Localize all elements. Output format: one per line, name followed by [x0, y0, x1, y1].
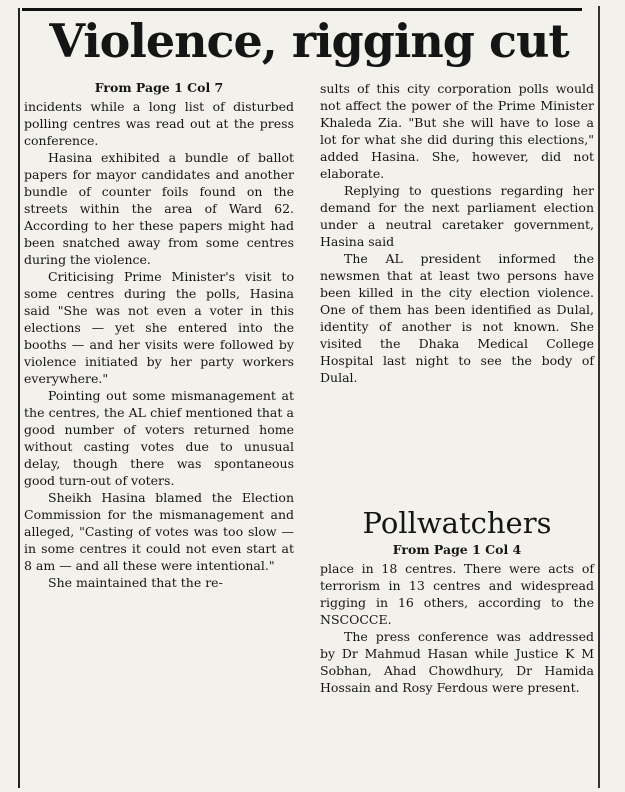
- right-border-rule: [598, 6, 600, 788]
- article-paragraph: She maintained that the re-: [48, 575, 223, 590]
- pollwatchers-column: [320, 560, 594, 696]
- article-paragraph: The AL president informed the newsmen that at least two persons have been killed in the city election violence. One of them has been identified as Dulal, identity of another is not known. She visited the Dhaka Medical College Hospital last night to see the body of Dulal.: [320, 251, 594, 385]
- article-headline: Violence, rigging cut: [49, 14, 569, 68]
- pollwatchers-jump-line: From Page 1 Col 4: [392, 542, 522, 557]
- article-jump-line: From Page 1 Col 7: [94, 80, 224, 95]
- pollwatchers-paragraph: The press conference was addressed by Dr Mahmud Hasan while Justice K M Sobhan, Ahad Chowdhury, Dr Hamida Hossain and Rosy Ferdous were present.: [320, 629, 594, 695]
- article-paragraph: Hasina exhibited a bundle of ballot papers for mayor candidates and another bundle of counter foils found on the streets within the area of Ward 62. According to her these papers might had been snatched away from some centres during the violence.: [24, 150, 294, 267]
- article-paragraph: Sheikh Hasina blamed the Election Commission for the mismanagement and alleged, "Casting of votes was too slow — in some centres it could not even start at 8 am — and all these were intentional.": [24, 490, 294, 573]
- article-paragraph: Pointing out some mismanagement at the centres, the AL chief mentioned that a good number of voters returned home without casting votes due to unusual delay, though there was spontaneous good turn-out of voters.: [24, 388, 294, 488]
- article-paragraph: Replying to questions regarding her demand for the next parliament election under a neutral caretaker government, Hasina said: [320, 183, 594, 249]
- article-paragraph: incidents while a long list of disturbed polling centres was read out at the press conference.: [24, 99, 294, 148]
- pollwatchers-headline: Pollwatchers: [362, 506, 552, 540]
- left-border-rule: [18, 8, 20, 788]
- article-paragraph: sults of this city corporation polls would not affect the power of the Prime Minister Khaleda Zia. "But she will have to lose a lot for what she did during this elections," added Hasina. She, however, did not elaborate.: [320, 81, 594, 181]
- article-right-column: [320, 80, 594, 386]
- article-paragraph: Criticising Prime Minister's visit to some centres during the polls, Hasina said "She was not even a voter in this elections — yet she entered into the booths — and her visits were followed by violence initiated by her party workers everywhere.": [24, 269, 294, 386]
- article-left-column: [24, 98, 294, 591]
- pollwatchers-paragraph: place in 18 centres. There were acts of terrorism in 13 centres and widespread rigging in 16 others, according to the NSCOCCE.: [320, 561, 594, 627]
